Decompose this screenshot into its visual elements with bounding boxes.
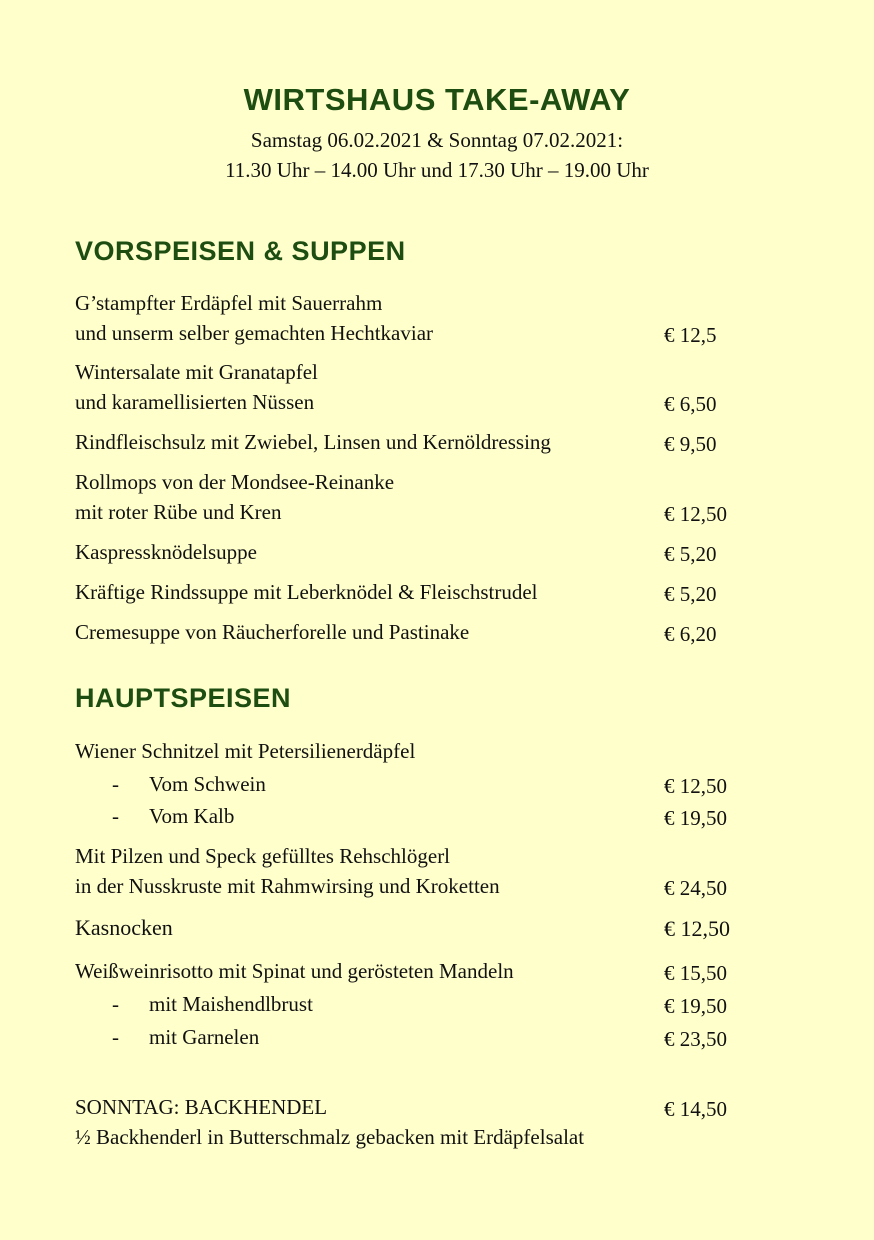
menu-item-line: Cremesuppe von Räucherforelle und Pastinake <box>75 620 470 644</box>
menu-item-line: Kasnocken <box>75 915 173 940</box>
menu-option-label: mit Maishendlbrust <box>149 992 313 1016</box>
option-dash: - <box>112 992 119 1016</box>
menu-item-price: € 15,50 <box>664 961 727 985</box>
service-dates: Samstag 06.02.2021 & Sonntag 07.02.2021: <box>250 128 624 152</box>
menu-item-price: € 24,50 <box>664 876 727 900</box>
sunday-special-price: € 14,50 <box>664 1097 727 1121</box>
menu-item-price: € 12,5 <box>664 323 717 347</box>
menu-item-price: € 12,50 <box>664 916 730 941</box>
menu-item-price: € 9,50 <box>664 432 717 456</box>
menu-item-line: G’stampfter Erdäpfel mit Sauerrahm <box>75 291 383 315</box>
menu-item-price: € 23,50 <box>664 1027 727 1051</box>
sunday-special-description: ½ Backhenderl in Butterschmalz gebacken mit Erdäpfelsalat <box>75 1125 585 1149</box>
menu-item-line: Rindfleischsulz mit Zwiebel, Linsen und Kernöldressing <box>75 430 551 454</box>
option-dash: - <box>112 1025 119 1049</box>
menu-item-line: Mit Pilzen und Speck gefülltes Rehschlögerl <box>75 844 451 868</box>
option-dash: - <box>112 804 119 828</box>
menu-option-label: mit Garnelen <box>149 1025 260 1049</box>
section-heading-vorspeisen: VORSPEISEN & SUPPEN <box>75 236 406 266</box>
service-hours: 11.30 Uhr – 14.00 Uhr und 17.30 Uhr – 19.00 Uhr <box>225 158 649 182</box>
menu-option-label: Vom Schwein <box>149 772 266 796</box>
section-heading-hauptspeisen: HAUPTSPEISEN <box>75 683 292 713</box>
menu-item-line: Wiener Schnitzel mit Petersilienerdäpfel <box>75 739 416 763</box>
menu-item-line: Rollmops von der Mondsee-Reinanke <box>75 470 395 494</box>
menu-item-line: und karamellisierten Nüssen <box>75 390 315 414</box>
menu-item-line: mit roter Rübe und Kren <box>75 500 282 524</box>
menu-item-line: und unserm selber gemachten Hechtkaviar <box>75 321 434 345</box>
menu-item-price: € 5,20 <box>664 582 717 606</box>
menu-item-price: € 19,50 <box>664 806 727 830</box>
menu-item-line: Kaspressknödelsuppe <box>75 540 257 564</box>
menu-item-price: € 12,50 <box>664 774 727 798</box>
menu-item-line: Weißweinrisotto mit Spinat und gerösteten Mandeln <box>75 959 514 983</box>
menu-option-label: Vom Kalb <box>149 804 235 828</box>
page-title: WIRTSHAUS TAKE-AWAY <box>243 82 631 117</box>
menu-item-line: Wintersalate mit Granatapfel <box>75 360 318 384</box>
menu-item-price: € 5,20 <box>664 542 717 566</box>
sunday-special-label: SONNTAG: BACKHENDEL <box>75 1095 328 1119</box>
menu-item-price: € 19,50 <box>664 994 727 1018</box>
menu-item-price: € 6,20 <box>664 622 717 646</box>
menu-item-price: € 6,50 <box>664 392 717 416</box>
option-dash: - <box>112 772 119 796</box>
menu-item-line: in der Nusskruste mit Rahmwirsing und Kroketten <box>75 874 500 898</box>
menu-item-line: Kräftige Rindssuppe mit Leberknödel & Fleischstrudel <box>75 580 538 604</box>
menu-item-price: € 12,50 <box>664 502 727 526</box>
